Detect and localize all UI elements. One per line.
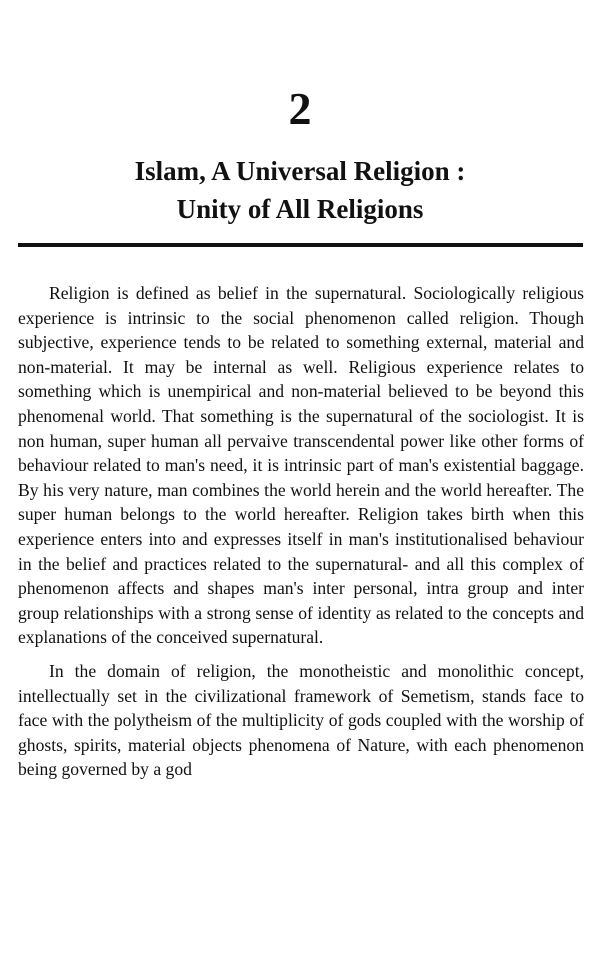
- chapter-body: [18, 281, 584, 782]
- chapter-title-line-1: Islam, A Universal Religion :: [134, 156, 466, 186]
- title-divider: [18, 243, 583, 247]
- chapter-title: [40, 152, 560, 228]
- paragraph-2: In the domain of religion, the monotheistic and monolithic concept, intellectually set in the civilizational framework of Semetism, stands face to face with the polytheism of the multiplicity of gods coupled with the worship of ghosts, spirits, material objects phenomena of Nature, with each phenomenon being governed by a god: [18, 660, 584, 780]
- paragraph-1: Religion is defined as belief in the supernatural. Sociologically religious experience is intrinsic to the social phenomenon called religion. Though subjective, experience tends to be related to something external, material and non-material. It may be internal as well. Religious experience relates to something which is unempirical and non-material believed to be beyond this phenomenal world. That something is the supernatural of the sociologist. It is non human, super human all pervaive transcendental power like other forms of behaviour related to man's need, it is intrinsic part of man's existential baggage. By his very nature, man combines the world herein and the world hereafter. The super human belongs to the world hereafter. Religion takes birth when this experience enters into and expresses itself in man's institutionalised behaviour in the belief and practices related to the supernatural- and all this complex of phenomenon affects and shapes man's inter personal, intra group and inter group relationships with a strong sense of identity as related to the concepts and explanations of the conceived supernatural.: [18, 283, 584, 648]
- chapter-title-line-2: Unity of All Religions: [176, 194, 424, 224]
- chapter-number: 2: [288, 83, 312, 134]
